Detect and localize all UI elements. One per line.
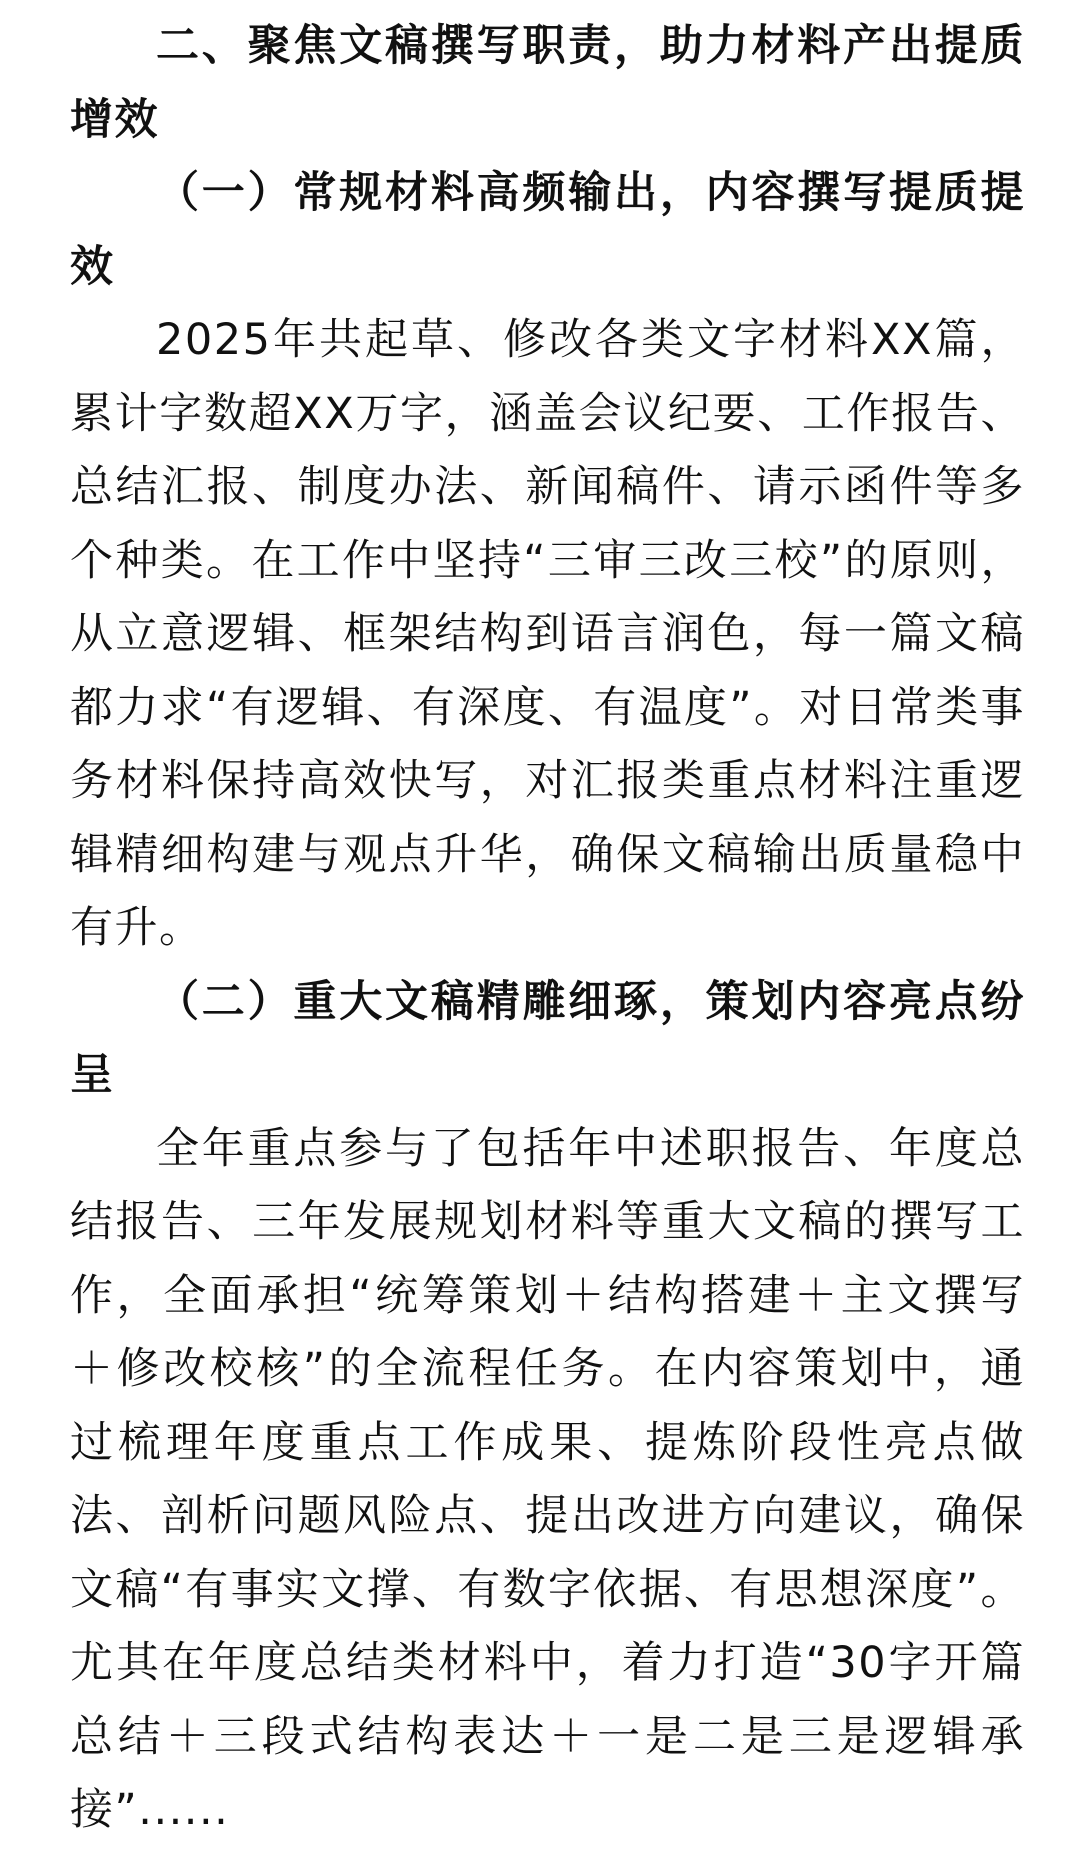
document-body bbox=[70, 10, 1025, 1848]
subsection-2-paragraph: 全年重点参与了包括年中述职报告、年度总结报告、三年发展规划材料等重大文稿的撰写工作，全面承担“统筹策划＋结构搭建＋主文撰写＋修改校核”的全流程任务。在内容策划中，通过梳理年度重点工作成果、提炼阶段性亮点做法、剖析问题风险点、提出改进方向建议，确保文稿“有事实文撑、有数字依据、有思想深度”。尤其在年度总结类材料中，着力打造“30字开篇总结＋三段式结构表达＋一是二是三是逻辑承接”...... bbox=[70, 1123, 1025, 1835]
subsection-1-heading: （一）常规材料高频输出，内容撰写提质提效 bbox=[70, 168, 1025, 292]
section-heading: 二、聚焦文稿撰写职责，助力材料产出提质增效 bbox=[70, 21, 1025, 145]
subsection-1-paragraph: 2025年共起草、修改各类文字材料XX篇，累计字数超XX万字，涵盖会议纪要、工作报告、总结汇报、制度办法、新闻稿件、请示函件等多个种类。在工作中坚持“三审三改三校”的原则，从立意逻辑、框架结构到语言润色，每一篇文稿都力求“有逻辑、有深度、有温度”。对日常类事务材料保持高效快写，对汇报类重点材料注重逻辑精细构建与观点升华，确保文稿输出质量稳中有升。 bbox=[70, 315, 1025, 953]
subsection-2-heading: （二）重大文稿精雕细琢，策划内容亮点纷呈 bbox=[70, 976, 1025, 1100]
